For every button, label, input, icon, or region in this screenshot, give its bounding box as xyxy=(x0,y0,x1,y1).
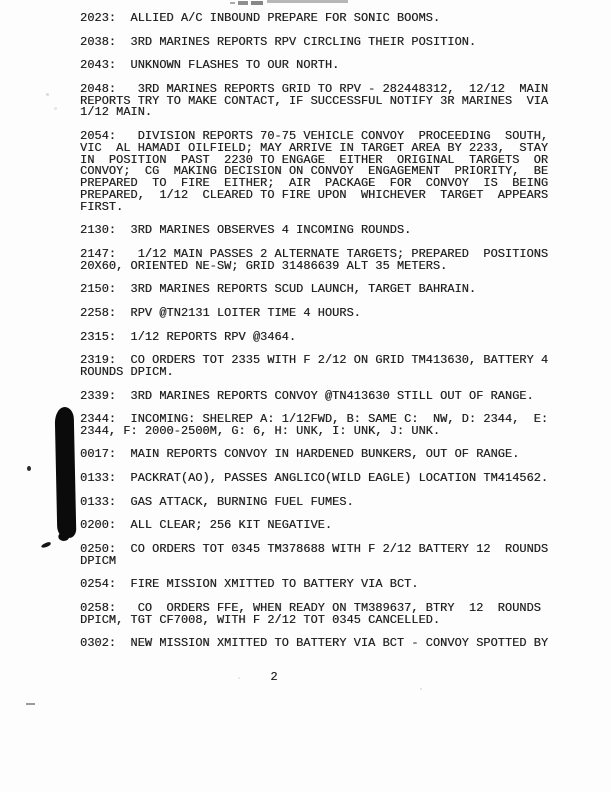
log-line: 0250: CO ORDERS TOT 0345 TM378688 WITH F 2/12 BATTERY 12 ROUNDS xyxy=(80,541,549,556)
log-line: 20X60, ORIENTED NE-SW; GRID 31486639 ALT 35 METERS. xyxy=(80,258,448,273)
log-entry xyxy=(80,473,558,485)
log-entry xyxy=(80,329,558,344)
log-entry xyxy=(80,34,558,49)
log-entry xyxy=(80,638,558,650)
log-line: 2048: 3RD MARINES REPORTS GRID TO RPV - 282448312, 12/12 MAIN xyxy=(80,81,549,96)
log-entry xyxy=(80,81,558,120)
log-entry xyxy=(80,449,558,461)
log-entry xyxy=(80,579,558,591)
log-line: 2315: 1/12 REPORTS RPV @3464. xyxy=(80,329,297,344)
scan-smudge-top xyxy=(267,0,348,3)
log-line: DPICM xyxy=(80,553,117,568)
log-entry xyxy=(80,284,558,296)
log-line: 0254: FIRE MISSION XMITTED TO BATTERY VIA BCT. xyxy=(80,577,419,592)
paper-speck xyxy=(420,688,422,690)
log-line: 2339: 3RD MARINES REPORTS CONVOY @TN413630 STILL OUT OF RANGE. xyxy=(80,388,534,403)
log-line: 2130: 3RD MARINES OBSERVES 4 INCOMING ROUNDS. xyxy=(80,223,412,238)
pencil-dash-mark xyxy=(26,703,35,705)
log-line: ROUNDS DPICM. xyxy=(80,364,174,379)
log-entry xyxy=(80,128,558,214)
log-line: 1/12 MAIN. xyxy=(80,105,153,120)
paper-speck xyxy=(238,677,240,679)
log-entry xyxy=(80,494,558,509)
log-entry xyxy=(80,541,558,568)
log-entries xyxy=(80,13,558,662)
log-entry xyxy=(80,520,558,532)
log-line: 2023: ALLIED A/C INBOUND PREPARE FOR SONIC BOOMS. xyxy=(80,11,441,25)
log-line: 0258: CO ORDERS FFE, WHEN READY ON TM389637, BTRY 12 ROUNDS xyxy=(80,600,541,615)
log-line: 2038: 3RD MARINES REPORTS RPV CIRCLING THEIR POSITION. xyxy=(80,34,477,49)
paper-speck xyxy=(54,107,57,110)
scan-smudge-top xyxy=(238,1,248,5)
log-entry xyxy=(80,305,558,320)
ink-dot-mark xyxy=(27,466,31,471)
log-line: PREPARED TO FIRE EITHER; AIR PACKAGE FOR CONVOY IS BEING xyxy=(80,176,549,191)
log-line: 2319: CO ORDERS TOT 2335 WITH F 2/12 ON GRID TM413630, BATTERY 4 xyxy=(80,353,549,368)
log-entry xyxy=(80,225,558,237)
scan-smudge-top xyxy=(230,2,235,4)
log-line: 2054: DIVISION REPORTS 70-75 VEHICLE CONVOY PROCEEDING SOUTH, xyxy=(80,128,549,143)
log-line: 2344, F: 2000-2500M, G: 6, H: UNK, I: UNK, J: UNK. xyxy=(80,423,441,438)
log-line: CONVOY; CG MAKING DECISION ON CONVOY ENGAGEMENT PRIORITY, BE xyxy=(80,164,549,179)
log-line: DPICM, TGT CF7008, WITH F 2/12 TOT 0345 CANCELLED. xyxy=(80,612,441,627)
log-line: 2147: 1/12 MAIN PASSES 2 ALTERNATE TARGETS; PREPARED POSITIONS xyxy=(80,246,549,261)
scan-smudge-top xyxy=(251,1,263,5)
page-number: 2 xyxy=(270,670,278,684)
ink-blot-mark xyxy=(55,407,77,538)
ink-comma-mark xyxy=(41,541,52,548)
log-line: 0200: ALL CLEAR; 256 KIT NEGATIVE. xyxy=(80,518,333,533)
log-entry xyxy=(80,246,558,273)
log-line: 0302: NEW MISSION XMITTED TO BATTERY VIA BCT - CONVOY SPOTTED BY xyxy=(80,636,549,651)
log-entry xyxy=(80,355,558,379)
log-line: FIRST. xyxy=(80,199,124,214)
log-line: IN POSITION PAST 2230 TO ENGAGE EITHER ORIGINAL TARGETS OR xyxy=(80,152,549,167)
log-entry xyxy=(80,414,558,438)
log-line: 0133: GAS ATTACK, BURNING FUEL FUMES. xyxy=(80,494,354,509)
paper-speck xyxy=(545,158,548,160)
log-line: PREPARED, 1/12 CLEARED TO FIRE UPON WHICHEVER TARGET APPEARS xyxy=(80,187,549,202)
log-line: 2344: INCOMING: SHELREP A: 1/12FWD, B: SAME C: NW, D: 2344, E: xyxy=(80,412,549,427)
log-line: 0133: PACKRAT(AO), PASSES ANGLICO(WILD EAGLE) LOCATION TM414562. xyxy=(80,471,549,486)
log-line: VIC AL HAMADI OILFIELD; MAY ARRIVE IN TARGET AREA BY 2233, STAY xyxy=(80,140,549,155)
log-entry xyxy=(80,60,558,72)
log-line: 2150: 3RD MARINES REPORTS SCUD LAUNCH, TARGET BAHRAIN. xyxy=(80,282,477,297)
log-line: REPORTS TRY TO MAKE CONTACT, IF SUCCESSFUL NOTIFY 3R MARINES VIA xyxy=(80,93,549,108)
log-entry xyxy=(80,13,558,25)
log-line: 2258: RPV @TN2131 LOITER TIME 4 HOURS. xyxy=(80,305,361,320)
log-line: 2043: UNKNOWN FLASHES TO OUR NORTH. xyxy=(80,58,340,73)
paper-speck xyxy=(46,93,49,96)
log-entry xyxy=(80,600,558,627)
log-entry xyxy=(80,388,558,403)
log-line: 0017: MAIN REPORTS CONVOY IN HARDENED BUNKERS, OUT OF RANGE. xyxy=(80,447,520,462)
